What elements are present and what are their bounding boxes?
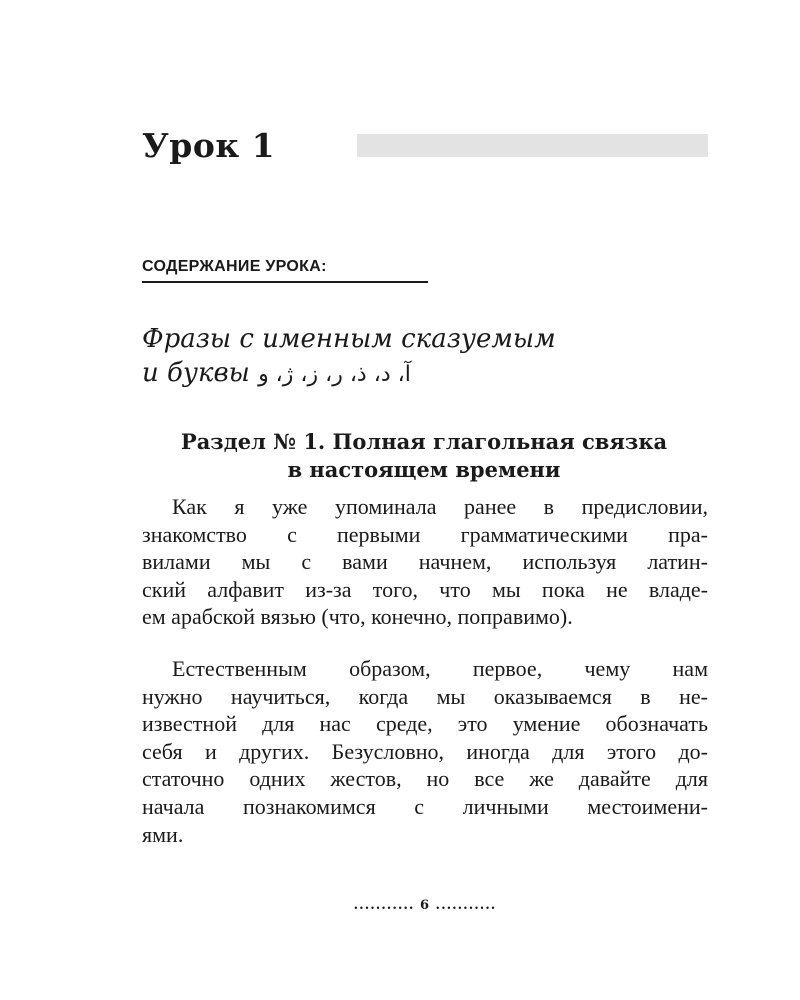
paragraph-line: себя и других. Безусловно, иногда для этого до- [142, 738, 708, 764]
paragraph-line: Естественным образом, первое, чему нам [172, 656, 708, 681]
paragraph-line: ями. [142, 821, 184, 847]
lesson-contents-heading [142, 322, 702, 392]
paragraph-line: нужно научиться, когда мы оказываемся в не- [142, 683, 708, 709]
paragraph-line: начала познакомимся с личными местоимени- [142, 793, 708, 819]
section-heading [142, 428, 706, 484]
page-number: ........... 6 ........... [353, 898, 497, 913]
paragraph-line: статочно одних жестов, но все же давайте для [142, 766, 708, 792]
paragraph-line: Как я уже упоминала ранее в предисловии, [172, 494, 708, 519]
body-paragraph-2 [142, 655, 708, 848]
body-paragraph-1 [142, 493, 708, 631]
section-heading-line1: Раздел № 1. Полная глагольная связка [180, 429, 668, 454]
title-decorative-bar [357, 134, 708, 157]
paragraph-line: вилами мы с вами начнем, используя латин- [142, 549, 708, 575]
section-heading-line2: в настоящем времени [287, 457, 561, 482]
paragraph-line: знакомство с первыми грамматическими пра- [142, 521, 708, 547]
arabic-letters: آ، د، ذ، ر، ز، ژ، و [258, 362, 411, 387]
contents-heading-line1: Фразы с именным сказуемым [142, 324, 556, 354]
contents-heading-line2-prefix: и буквы [142, 358, 259, 388]
paragraph-line: ский алфавит из-за того, что мы пока не владе- [142, 576, 708, 602]
lesson-contents-label: СОДЕРЖАНИЕ УРОКА: [142, 258, 428, 283]
paragraph-line: известной для нас среде, это умение обозначать [142, 711, 708, 737]
paragraph-line: ем арабской вязью (что, конечно, поправимо). [142, 604, 573, 630]
lesson-title: Урок 1 [142, 126, 276, 165]
